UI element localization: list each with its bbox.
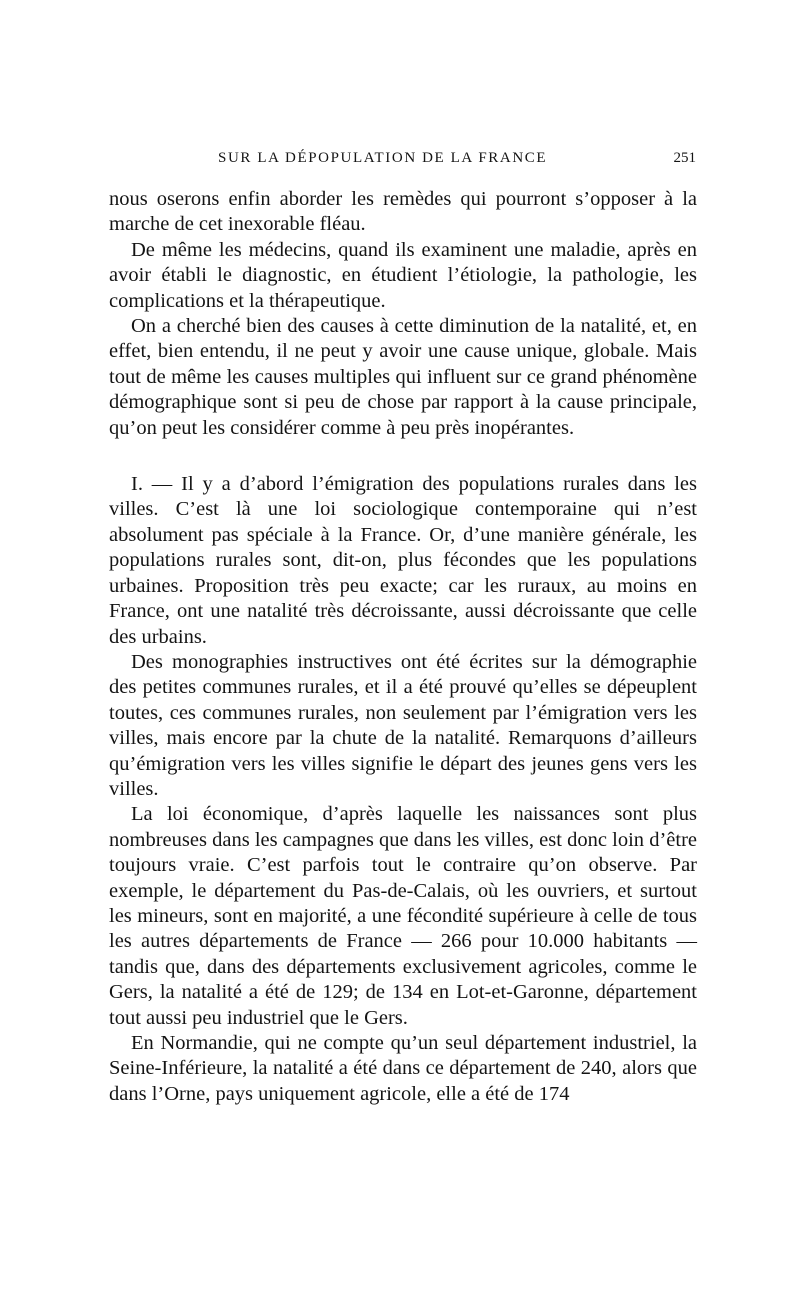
section-gap (109, 441, 697, 472)
running-title: SUR LA DÉPOPULATION DE LA FRANCE (218, 150, 548, 166)
paragraph-economic-law: La loi économique, d’après laquelle les naissances sont plus nombreuses dans les campagnes que dans les villes, est donc loin d’être toujours vraie. C’est parfois tout le contraire qu’on observe. Par exemple, le département du Pas-de-Calais, où les ouvriers, et surtout les mineurs, sont en majorité, a une fécondité supérieure à celle de tous les autres départements de France — 266 pour 10.000 habitants — tandis que, dans des départements exclusivement agricoles, comme le Gers, la natalité a été de 129; de 134 en Lot-et-Garonne, département tout aussi peu industriel que le Gers. (109, 803, 697, 1029)
page-number: 251 (673, 150, 696, 166)
paragraph-causes: On a cherché bien des causes à cette diminution de la natalité, et, en effet, bien entendu, il ne peut y avoir une cause unique, globale. Mais tout de même les causes multiples qui influent sur ce grand phénomène démographique sont si peu de chose par rapport à la cause principale, qu’on peut les considérer comme à peu près inopérantes. (109, 315, 697, 439)
body-text (109, 187, 697, 1107)
paragraph-section-one: I. — Il y a d’abord l’émigration des populations rurales dans les villes. C’est là une loi sociologique contemporaine qui n’est absolument pas spéciale à la France. Or, d’une manière générale, les populations rurales sont, dit-on, plus fécondes que les populations urbaines. Proposition très peu exacte; car les ruraux, au moins en France, ont une natalité très décroissante, aussi décroissante que celle des urbains. (109, 473, 697, 648)
paragraph-monographies: Des monographies instructives ont été écrites sur la démographie des petites communes rurales, et il a été prouvé qu’elles se dépeuplent toutes, ces communes rurales, non seulement par l’émigration vers les villes, mais encore par la chute de la natalité. Remarquons d’ailleurs qu’émigration vers les villes signifie le départ des jeunes gens vers les villes. (109, 650, 697, 800)
paragraph-normandie: En Normandie, qui ne compte qu’un seul département industriel, la Seine-Inférieure, la natalité a été dans ce département de 240, alors que dans l’Orne, pays uniquement agricole, elle a été de 174 (109, 1032, 697, 1105)
paragraph-doctors-analogy: De même les médecins, quand ils examinent une maladie, après en avoir établi le diagnostic, en étudient l’étiologie, la pathologie, les complications et la thérapeutique. (109, 238, 697, 312)
paragraph-continuation: nous oserons enfin aborder les remèdes qui pourront s’opposer à la marche de cet inexorable fléau. (109, 188, 697, 236)
running-head (110, 150, 696, 174)
